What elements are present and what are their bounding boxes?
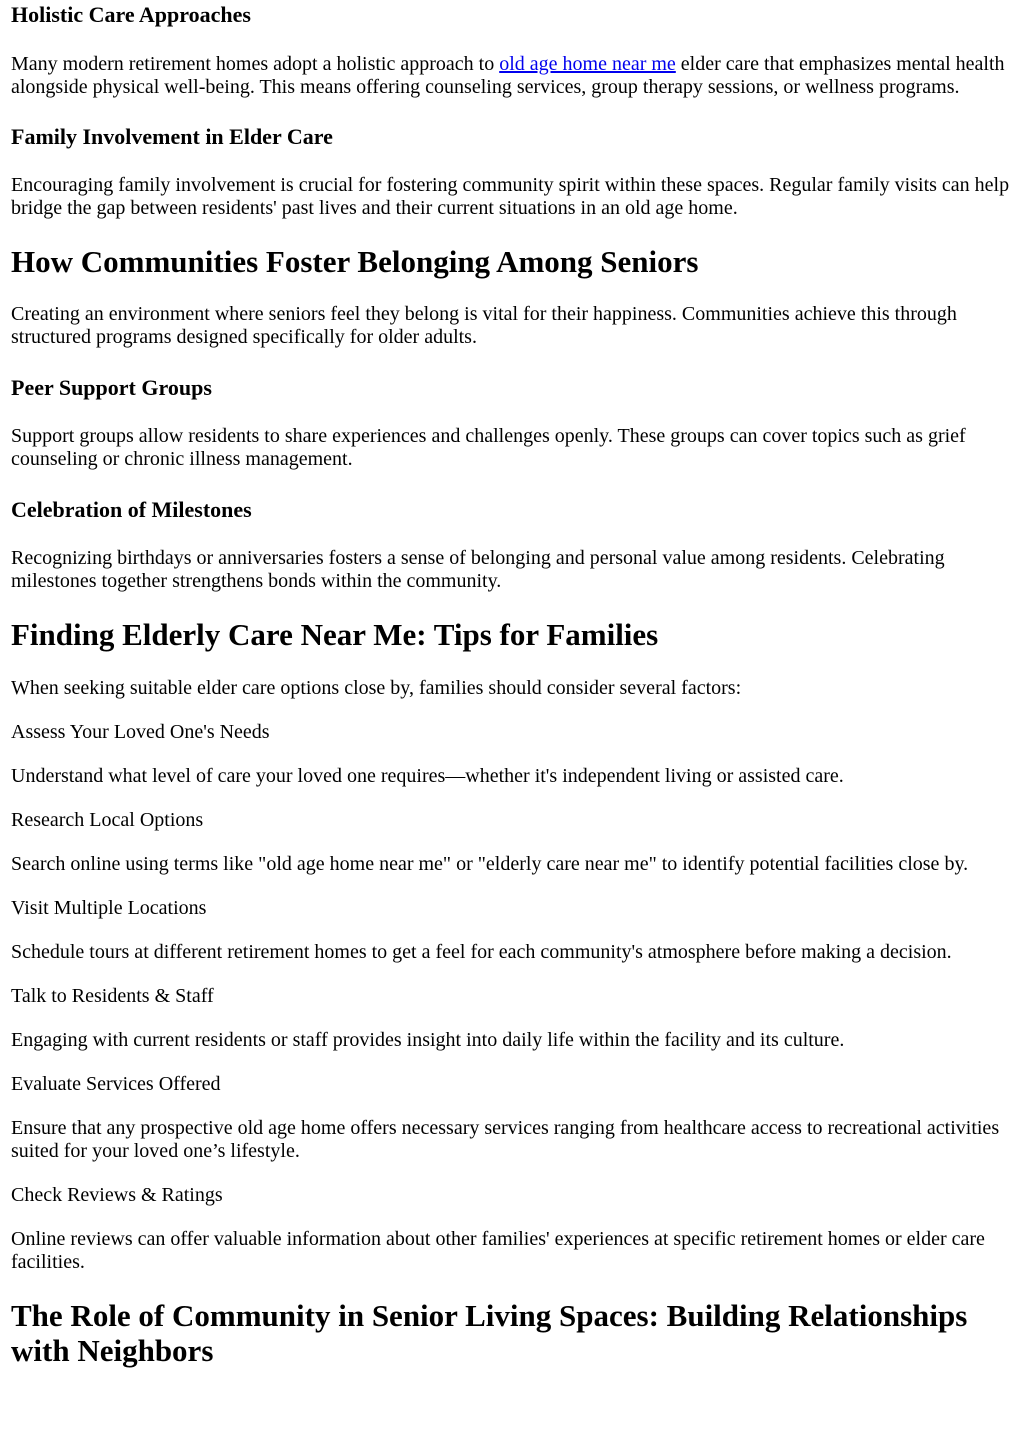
heading-family-involvement: Family Involvement in Elder Care [11,124,333,149]
heading-holistic-care: Holistic Care Approaches [11,2,251,27]
heading-foster-belonging: How Communities Foster Belonging Among Seniors [11,244,699,279]
tip-title: Talk to Residents & Staff [11,985,214,1007]
tip-title: Check Reviews & Ratings [11,1184,223,1206]
paragraph-finding-intro: When seeking suitable elder care options close by, families should consider several factors: [11,677,742,699]
heading-role-of-community: The Role of Community in Senior Living Spaces: Building Relationships with Neighbors [11,1298,968,1368]
tip-title: Visit Multiple Locations [11,897,207,919]
tip-title: Assess Your Loved One's Needs [11,721,270,743]
tips-list [11,721,1013,1274]
heading-finding-care: Finding Elderly Care Near Me: Tips for Families [11,617,659,652]
tip-text: Engaging with current residents or staff provides insight into daily life within the facility and its culture. [11,1029,845,1051]
tip-text: Understand what level of care your loved one requires—whether it's independent living or assisted care. [11,765,844,787]
paragraph-family-involvement: Encouraging family involvement is crucial for fostering community spirit within these spaces. Regular family visits can help bridge the gap between residents' past lives and their current situations in an old age home. [11,174,1010,219]
paragraph-text-after-link: elder care that emphasizes mental health alongside physical well-being. This means offering counseling services, group therapy sessions, or wellness programs. [11,53,1005,98]
tip-title: Research Local Options [11,809,204,831]
heading-milestones: Celebration of Milestones [11,497,252,522]
tip-title: Evaluate Services Offered [11,1073,221,1095]
paragraph-peer-support: Support groups allow residents to share experiences and challenges openly. These groups can cover topics such as grief counseling or chronic illness management. [11,425,966,470]
tip-text: Schedule tours at different retirement homes to get a feel for each community's atmosphere before making a decision. [11,941,952,963]
old-age-home-link[interactable]: old age home near me [499,53,676,75]
paragraph-text-before-link: Many modern retirement homes adopt a holistic approach to [11,53,500,75]
paragraph-foster-belonging: Creating an environment where seniors feel they belong is vital for their happiness. Communities achieve this through structured programs designed specifically for older adults. [11,303,957,348]
tip-text: Online reviews can offer valuable information about other families' experiences at specific retirement homes or elder care facilities. [11,1228,985,1273]
tip-text: Ensure that any prospective old age home offers necessary services ranging from healthcare access to recreational activities suited for your loved one’s lifestyle. [11,1117,1000,1162]
heading-peer-support: Peer Support Groups [11,375,212,400]
tip-text: Search online using terms like "old age home near me" or "elderly care near me" to identify potential facilities close by. [11,853,969,875]
paragraph-holistic-care [11,53,1013,99]
paragraph-milestones: Recognizing birthdays or anniversaries fosters a sense of belonging and personal value among residents. Celebrating milestones together strengthens bonds within the community. [11,547,945,592]
